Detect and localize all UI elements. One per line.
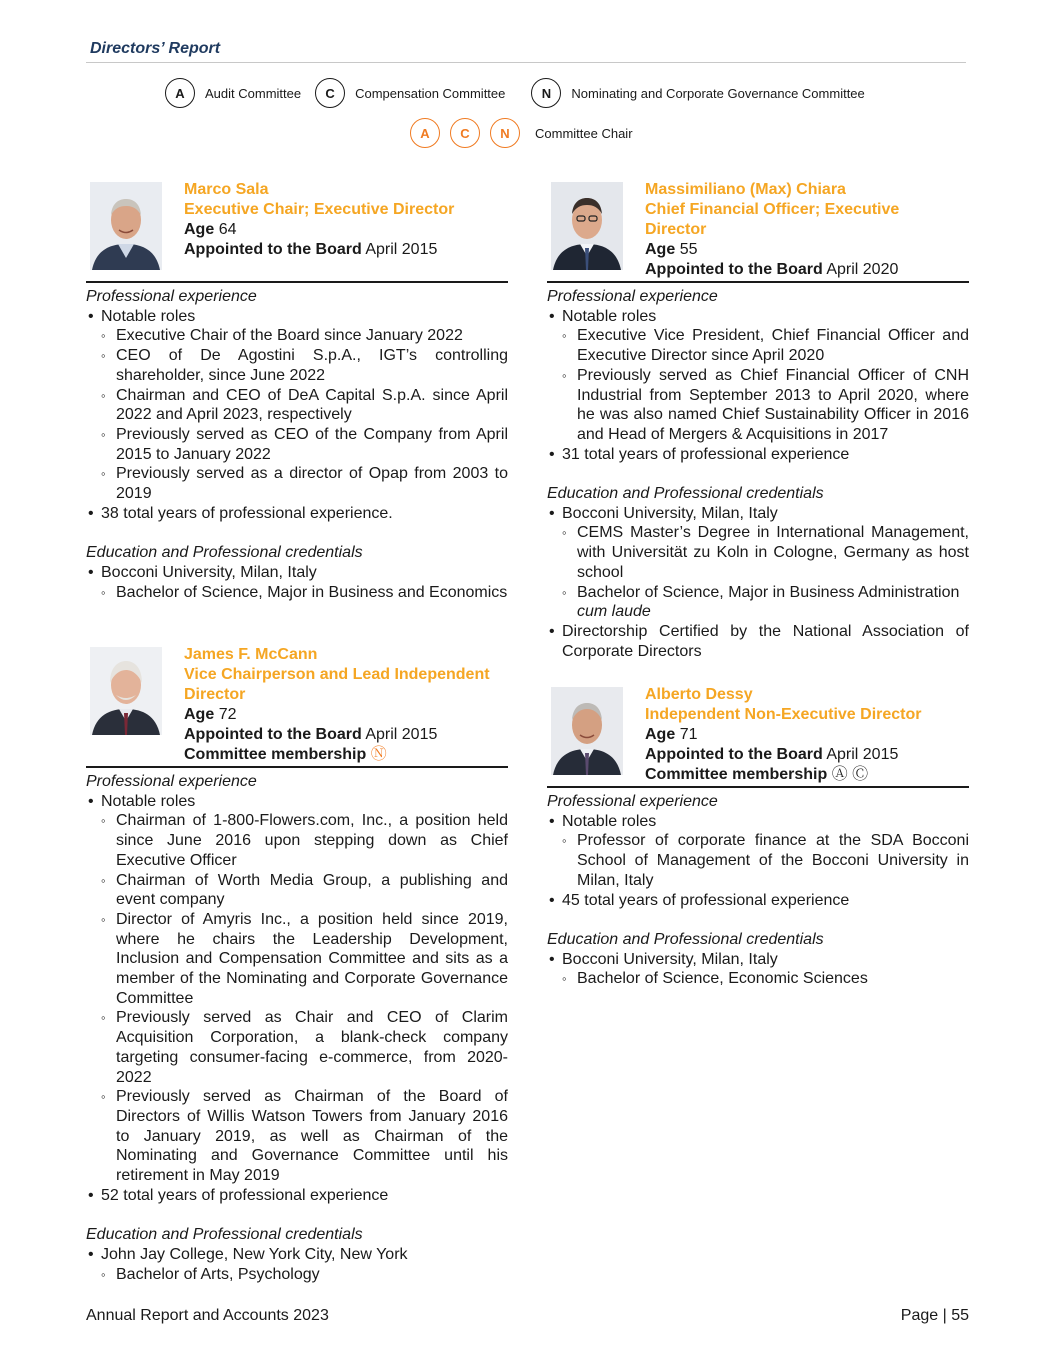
list-item: ◦ Previously served as Chief Financial Officer of CNH Industrial from September 2013 to April 2020, where he was also named Chief Sustainability Officer in 2016 and Head of Mergers & Acquisitions in 2017: [547, 366, 969, 445]
committee-chair-label: Committee Chair: [535, 125, 633, 141]
appointed-value: April 2020: [826, 261, 899, 278]
director-role: Chief Financial Officer; Executive: [645, 201, 900, 218]
age-label: Age: [184, 706, 215, 723]
list-item: ◦ Previously served as CEO of the Company from April 2015 to January 2022: [86, 425, 508, 464]
committee-legend: [165, 78, 879, 108]
list-item: • 52 total years of professional experience: [86, 1186, 508, 1206]
footer-report-title: Annual Report and Accounts 2023: [86, 1307, 329, 1324]
list-item: ◦ Executive Chair of the Board since January 2022: [86, 326, 508, 346]
director-name: Marco Sala: [184, 181, 269, 198]
portrait-icon: [551, 687, 623, 775]
appointed-label: Appointed to the Board: [645, 746, 823, 763]
age-label: Age: [645, 726, 676, 743]
list-item: • 45 total years of professional experience: [547, 891, 969, 911]
committee-chair-legend: [410, 118, 647, 148]
director-name: Massimiliano (Max) Chiara: [645, 181, 846, 198]
director-role: Vice Chairperson and Lead Independent Director: [184, 666, 490, 703]
education-heading: Education and Professional credentials: [547, 485, 824, 503]
education-heading: Education and Professional credentials: [547, 930, 824, 948]
director-photo: [90, 182, 162, 270]
compensation-chair-symbol: C: [450, 118, 480, 148]
list-item: • Bocconi University, Milan, Italy: [547, 504, 969, 524]
degree-honor: cum laude: [577, 603, 651, 621]
education-heading: Education and Professional credentials: [86, 1226, 363, 1244]
age-value: 64: [218, 221, 237, 238]
portrait-icon: [90, 647, 162, 735]
list-item: • Notable roles: [86, 792, 508, 812]
audit-chair-symbol: A: [410, 118, 440, 148]
professional-experience-heading: Professional experience: [547, 288, 718, 305]
committee-membership-icons: Ⓐ Ⓒ: [831, 766, 869, 783]
director-role: Independent Non-Executive Director: [645, 706, 922, 723]
age-value: 71: [679, 726, 698, 743]
list-item: • Notable roles: [547, 812, 969, 832]
appointed-label: Appointed to the Board: [184, 241, 362, 258]
title-divider: [86, 62, 966, 63]
header-divider: [86, 766, 508, 768]
header-divider: [547, 281, 969, 283]
list-item: • Directorship Certified by the National Association of Corporate Directors: [547, 622, 969, 661]
list-item: • 38 total years of professional experience.: [86, 504, 508, 524]
age-value: 55: [679, 241, 698, 258]
list-item: ◦ CEMS Master’s Degree in International Management, with Universität zu Koln in Cologne, Germany as host school: [547, 523, 969, 582]
list-item: • John Jay College, New York City, New York: [86, 1245, 508, 1265]
list-item: ◦ CEO of De Agostini S.p.A., IGT’s controlling shareholder, since June 2022: [86, 346, 508, 385]
education-heading: Education and Professional credentials: [86, 544, 363, 562]
age-label: Age: [645, 241, 676, 258]
list-item: ◦ Previously served as Chairman of the Board of Directors of Willis Watson Towers from January 2016 to January 2019, as well as Chairman of the Nominating and Governance Committee until his retirement in May 2019: [86, 1087, 508, 1186]
list-item: ◦ Bachelor of Science, Major in Business and Economics: [86, 583, 508, 603]
list-item: • Bocconi University, Milan, Italy: [86, 563, 508, 583]
portrait-icon: [551, 182, 623, 270]
nominating-committee-symbol: N: [531, 78, 561, 108]
appointed-value: April 2015: [826, 746, 899, 763]
director-role-continued: Director: [645, 221, 707, 238]
professional-experience-heading: Professional experience: [547, 793, 718, 810]
list-item: • 31 total years of professional experience: [547, 445, 969, 465]
compensation-committee-symbol: C: [315, 78, 345, 108]
director-role: Executive Chair; Executive Director: [184, 201, 455, 218]
list-item: ◦ Bachelor of Arts, Psychology: [86, 1265, 508, 1285]
director-photo: [90, 647, 162, 735]
committee-membership-icons: Ⓝ: [370, 746, 387, 763]
list-item: ◦ Chairman of Worth Media Group, a publishing and event company: [86, 871, 508, 910]
committee-membership-label: Committee membership: [184, 746, 367, 763]
list-item: ◦ Director of Amyris Inc., a position held since 2019, where he chairs the Leadership Development, Inclusion and Compensation Committee and sits as a member of the Nominating and Corporate Governance Committee: [86, 910, 508, 1009]
age-label: Age: [184, 221, 215, 238]
portrait-icon: [90, 182, 162, 270]
appointed-label: Appointed to the Board: [645, 261, 823, 278]
nominating-committee-label: Nominating and Corporate Governance Committee: [571, 85, 865, 101]
list-item: ◦ Professor of corporate finance at the SDA Bocconi School of Management of the Bocconi University in Milan, Italy: [547, 831, 969, 890]
nominating-chair-symbol: N: [490, 118, 520, 148]
professional-experience-heading: Professional experience: [86, 773, 257, 790]
list-item: ◦ Bachelor of Science, Economic Sciences: [547, 969, 969, 989]
director-photo: [551, 687, 623, 775]
committee-membership-label: Committee membership: [645, 766, 828, 783]
appointed-label: Appointed to the Board: [184, 726, 362, 743]
age-value: 72: [218, 706, 237, 723]
appointed-value: April 2015: [365, 241, 438, 258]
header-divider: [86, 281, 508, 283]
director-name: Alberto Dessy: [645, 686, 753, 703]
audit-committee-label: Audit Committee: [205, 85, 302, 101]
list-item: • Notable roles: [86, 307, 508, 327]
list-item: ◦ Chairman and CEO of DeA Capital S.p.A. since April 2022 and April 2023, respectively: [86, 386, 508, 425]
list-item: [547, 583, 969, 622]
list-item: ◦ Chairman of 1-800-Flowers.com, Inc., a position held since June 2016 upon stepping down as Chief Executive Officer: [86, 811, 508, 870]
section-title: Directors’ Report: [90, 40, 221, 57]
list-item: ◦ Previously served as a director of Opap from 2003 to 2019: [86, 464, 508, 503]
audit-committee-symbol: A: [165, 78, 195, 108]
footer-page-number: Page | 55: [900, 1307, 969, 1324]
compensation-committee-label: Compensation Committee: [355, 85, 506, 101]
appointed-value: April 2015: [365, 726, 438, 743]
header-divider: [547, 786, 969, 788]
director-photo: [551, 182, 623, 270]
list-item: • Notable roles: [547, 307, 969, 327]
list-item: ◦ Executive Vice President, Chief Financial Officer and Executive Director since April 2020: [547, 326, 969, 365]
professional-experience-heading: Professional experience: [86, 288, 257, 305]
list-item: • Bocconi University, Milan, Italy: [547, 950, 969, 970]
list-item: ◦ Previously served as Chair and CEO of Clarim Acquisition Corporation, a blank-check company targeting consumer-facing e-commerce, from 2020-2022: [86, 1008, 508, 1087]
director-name: James F. McCann: [184, 646, 318, 663]
degree-text: Bachelor of Science, Major in Business Administration: [577, 583, 960, 601]
